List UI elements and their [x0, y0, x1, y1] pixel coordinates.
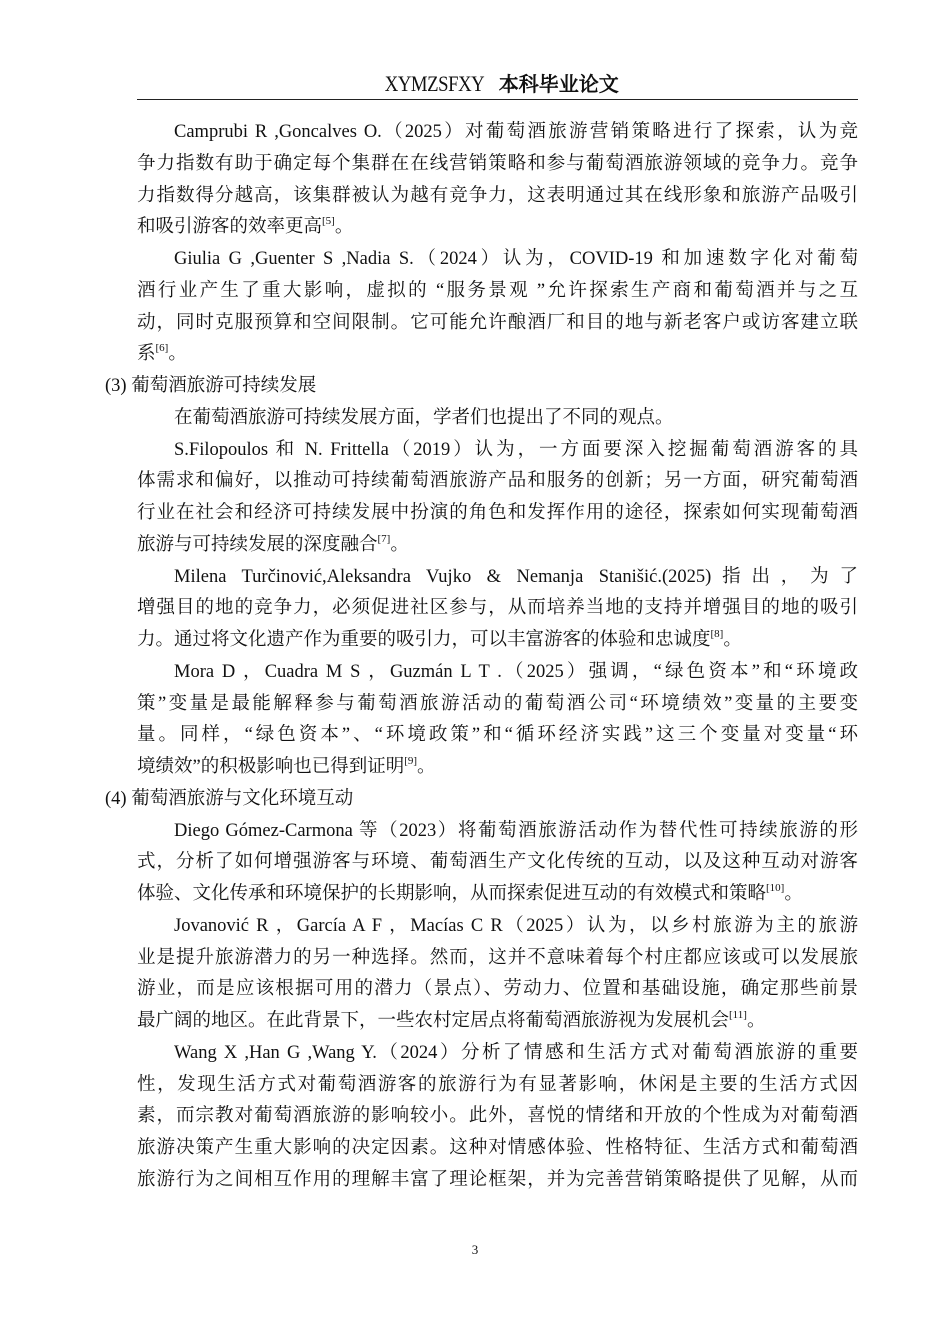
text-line: [137, 720, 858, 752]
text-line: [174, 816, 858, 848]
line-end-punct: 。: [723, 630, 742, 650]
line-end-punct: 。: [334, 217, 354, 238]
line-text: 最广阔的地区。在此背景下，一些农村定居点将葡萄酒旅游视为发展机会: [137, 1011, 730, 1031]
line-end-punct: 。: [746, 1011, 766, 1031]
citation-ref: [9]: [404, 755, 418, 767]
header-rule: [137, 99, 858, 100]
text-line: [137, 625, 858, 657]
page-number: 3: [471, 1242, 479, 1257]
text-line: [137, 530, 858, 562]
line-text: 旅游与可持续发展的深度融合: [137, 534, 378, 555]
text-line: [137, 1006, 858, 1038]
line-text: 力指数得分越高，该集群被认为越有竞争力，这表明通过其在线形象和旅游产品吸引: [137, 185, 858, 206]
text-line: [137, 1165, 858, 1197]
line-text: 动，同时克服预算和空间限制。它可能允许酿酒厂和目的地与新老客户或访客建立联: [137, 312, 858, 333]
citation-ref: [11]: [729, 1009, 747, 1021]
text-line: [174, 117, 858, 149]
line-end-punct: 。: [784, 884, 803, 904]
line-text: Camprubi R ,Goncalves O.（2025）对葡萄酒旅游营销策略进行了探索，认为竞: [174, 122, 858, 142]
line-text: 策”变量是最能解释参与葡萄酒旅游活动的葡萄酒公司“环境绩效”变量的主要变: [137, 693, 858, 714]
text-line: [174, 657, 858, 689]
paragraph: [0, 816, 950, 911]
text-line: [174, 435, 858, 467]
document-body: [0, 117, 950, 1197]
line-text: 旅游决策产生重大影响的决定因素。这种对情感体验、性格特征、生活方式和葡萄酒: [137, 1138, 858, 1158]
paragraph: [0, 244, 950, 371]
citation-ref: [6]: [155, 342, 169, 355]
line-text: 业是提升旅游潜力的另一种选择。然而，这并不意味着每个村庄都应该或可以发展旅: [137, 947, 858, 968]
header-code: XYMZSFXY: [385, 71, 485, 96]
line-text: (4) 葡萄酒旅游与文化环境互动: [105, 788, 354, 809]
line-text: 酒行业产生了重大影响，虚拟的 “服务景观 ”允许探索生产商和葡萄酒并与之互: [137, 280, 858, 301]
paragraph: [0, 562, 950, 657]
citation-ref: [10]: [766, 882, 785, 894]
line-text: Milena Turčinović,Aleksandra Vujko & Nemanja Stanišić.(2025)指出，为了: [174, 566, 858, 587]
text-line: [174, 403, 858, 435]
section-heading: [0, 371, 950, 403]
page-header: [137, 68, 858, 100]
line-text: 力。通过将文化遗产作为重要的吸引力，可以丰富游客的体验和忠诚度: [137, 630, 711, 650]
line-text: 旅游行为之间相互作用的理解丰富了理论框架，并为完善营销策略提供了见解，从而: [137, 1169, 858, 1190]
text-line: [174, 911, 858, 943]
line-text: 增强目的地的竞争力，必须促进社区参与，从而培养当地的支持并增强目的地的吸引: [137, 598, 858, 619]
paragraph: [0, 911, 950, 1038]
line-text: Diego Gómez-Carmona 等（2023）将葡萄酒旅游活动作为替代性可持续旅游的形: [174, 820, 858, 841]
text-line: [137, 1070, 858, 1102]
paragraph: [0, 435, 950, 562]
citation-ref: [8]: [710, 628, 724, 640]
text-line: [105, 784, 858, 816]
citation-ref: [7]: [377, 532, 391, 545]
text-line: [137, 689, 858, 721]
text-line: [137, 149, 858, 181]
text-line: [137, 498, 858, 530]
line-text: 行业在社会和经济可持续发展中扮演的角色和发挥作用的途径，探索如何实现葡萄酒: [137, 503, 858, 523]
line-text: 争力指数有助于确定每个集群在在线营销策略和参与葡萄酒旅游领域的竞争力。竞争: [137, 153, 858, 174]
line-end-punct: 。: [417, 757, 436, 777]
line-text: S.Filopoulos 和 N. Frittella（2019）认为，一方面要深入挖掘葡萄酒游客的具: [174, 439, 858, 460]
line-text: Mora D ，Cuadra M S ，Guzmán L T .（2025）强调，“绿色资本”和“环境政: [174, 661, 858, 682]
text-line: [137, 466, 858, 498]
citation-ref: [5]: [322, 215, 335, 228]
line-text: 体需求和偏好，以推动可持续葡萄酒旅游产品和服务的创新；另一方面，研究葡萄酒: [137, 471, 858, 492]
paragraph: [0, 1038, 950, 1197]
line-text: Jovanović R ，García A F ，Macías C R（2025）认为，以乡村旅游为主的旅游: [174, 915, 858, 936]
line-text: Wang X ,Han G ,Wang Y.（2024）分析了情感和生活方式对葡萄酒旅游的重要: [174, 1042, 858, 1063]
text-line: [137, 212, 858, 244]
text-line: [137, 847, 858, 879]
line-text: 境绩效”的积极影响也已得到证明: [137, 757, 405, 777]
line-text: Giulia G ,Guenter S ,Nadia S.（2024）认为，COVID-19 和加速数字化对葡萄: [174, 249, 858, 269]
text-line: [137, 1133, 858, 1165]
paragraph: [0, 117, 950, 244]
text-line: [137, 943, 858, 975]
line-text: 性，发现生活方式对葡萄酒游客的旅游行为有显著影响，休闲是主要的生活方式因: [137, 1074, 858, 1095]
line-text: 体验、文化传承和环境保护的长期影响，从而探索促进互动的有效模式和策略: [137, 884, 767, 904]
line-text: 和吸引游客的效率更高: [137, 217, 323, 238]
line-text: 量。同样，“绿色资本”、“环境政策”和“循环经济实践”这三个变量对变量“环: [137, 725, 858, 746]
paragraph: [0, 403, 950, 435]
header-title: 本科毕业论文: [498, 72, 619, 96]
line-text: 式，分析了如何增强游客与环境、葡萄酒生产文化传统的互动，以及这种互动对游客: [137, 852, 858, 873]
text-line: [174, 562, 858, 594]
text-line: [174, 1038, 858, 1070]
line-text: 素，而宗教对葡萄酒旅游的影响较小。此外，喜悦的情绪和开放的个性成为对葡萄酒: [137, 1106, 858, 1127]
text-line: [137, 879, 858, 911]
line-text: 游业，而是应该根据可用的潜力（景点）、劳动力、位置和基础设施，确定那些前景: [137, 979, 858, 1000]
text-line: [137, 593, 858, 625]
line-text: 在葡萄酒旅游可持续发展方面，学者们也提出了不同的观点。: [174, 407, 674, 428]
text-line: [137, 1101, 858, 1133]
text-line: [137, 339, 858, 371]
text-line: [137, 752, 858, 784]
line-end-punct: 。: [390, 534, 409, 555]
section-heading: [0, 784, 950, 816]
paragraph: [0, 657, 950, 784]
text-line: [174, 244, 858, 276]
text-line: [137, 308, 858, 340]
text-line: [137, 974, 858, 1006]
text-line: [137, 181, 858, 213]
line-text: 系: [137, 344, 156, 365]
line-end-punct: 。: [168, 344, 187, 365]
text-line: [105, 371, 858, 403]
line-text: (3) 葡萄酒旅游可持续发展: [105, 376, 317, 396]
text-line: [137, 276, 858, 308]
